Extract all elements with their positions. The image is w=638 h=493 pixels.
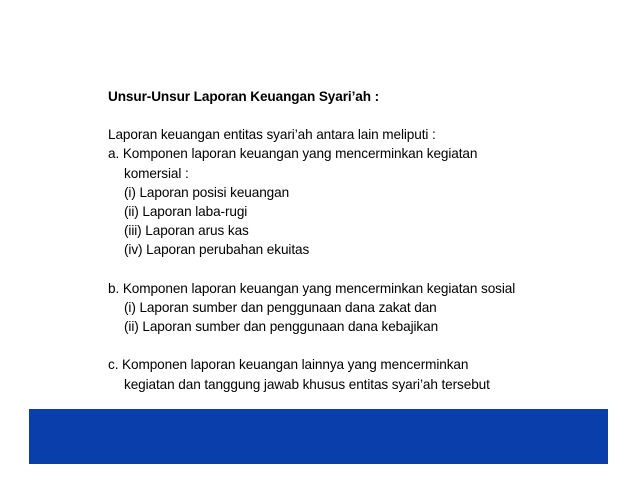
slide-content [108, 87, 608, 394]
footer-bar [29, 409, 608, 464]
section-c-heading: c. Komponen laporan keuangan lainnya yang mencerminkan [108, 357, 469, 373]
section-a-heading-continued: komersial : [124, 165, 189, 181]
spacer [108, 106, 608, 125]
section-a-item: (ii) Laporan laba-rugi [124, 203, 248, 219]
intro-text: Laporan keuangan entitas syari’ah antara lain meliputi : [108, 127, 436, 143]
section-a-item: (iii) Laporan arus kas [124, 223, 249, 239]
spacer [108, 336, 608, 355]
section-a-heading: a. Komponen laporan keuangan yang mencerminkan kegiatan [108, 146, 478, 162]
section-b-heading: b. Komponen laporan keuangan yang mencerminkan kegiatan sosial [108, 280, 516, 296]
section-b-item: (ii) Laporan sumber dan penggunaan dana kebajikan [124, 319, 439, 335]
section-a-item: (iv) Laporan perubahan ekuitas [124, 242, 310, 258]
section-b-item: (i) Laporan sumber dan penggunaan dana zakat dan [124, 299, 437, 315]
slide-title: Unsur-Unsur Laporan Keuangan Syari’ah : [108, 89, 380, 104]
section-c-heading-continued: kegiatan dan tanggung jawab khusus entitas syari’ah tersebut [124, 376, 490, 392]
spacer [108, 260, 608, 279]
section-a-item: (i) Laporan posisi keuangan [124, 184, 290, 200]
